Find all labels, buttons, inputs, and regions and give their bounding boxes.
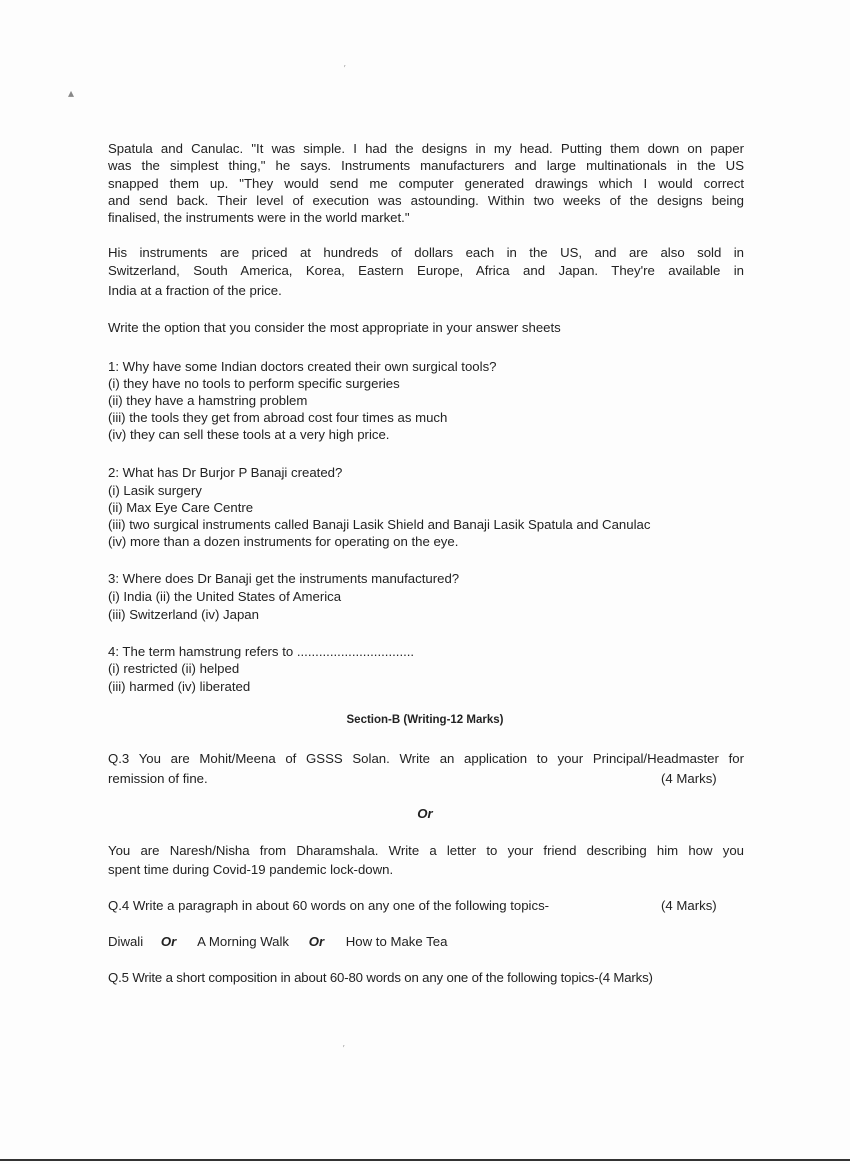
text-line: finalised, the instruments were in the world market." <box>108 210 410 225</box>
text-line: was the simplest thing," he says. Instruments manufacturers and large multinationals in the US <box>108 158 744 173</box>
text-line: Q.3 You are Mohit/Meena of GSSS Solan. Write an application to your Principal/Headmaster for <box>108 751 744 766</box>
text-line: You are Naresh/Nisha from Dharamshala. Write a letter to your friend describing him how you <box>108 843 744 858</box>
text-line: remission of fine. <box>108 771 208 786</box>
scan-speck: ′ <box>343 1044 345 1053</box>
or-separator: Or <box>417 806 433 821</box>
option: (i) India (ii) the United States of America <box>108 589 342 604</box>
text-line: India at a fraction of the price. <box>108 283 282 298</box>
question: 4: The term hamstrung refers to ................................ <box>108 644 415 659</box>
text-line: spent time during Covid-19 pandemic lock-down. <box>108 862 394 877</box>
marks-label: (4 Marks) <box>661 771 717 786</box>
topic: A Morning Walk <box>197 934 290 949</box>
option: (iii) Switzerland (iv) Japan <box>108 607 259 622</box>
question: 2: What has Dr Burjor P Banaji created? <box>108 465 343 480</box>
topic: Diwali <box>108 934 144 949</box>
question: 1: Why have some Indian doctors created their own surgical tools? <box>108 359 497 374</box>
scan-speck: ′ <box>344 64 346 73</box>
option: (iii) the tools they get from abroad cost four times as much <box>108 410 448 425</box>
question-text: Q.4 Write a paragraph in about 60 words on any one of the following topics- <box>108 898 550 913</box>
topic-list <box>108 933 447 950</box>
question: 3: Where does Dr Banaji get the instruments manufactured? <box>108 571 460 586</box>
topic: How to Make Tea <box>345 934 448 949</box>
option: (iii) harmed (iv) liberated <box>108 679 251 694</box>
option: (ii) Max Eye Care Centre <box>108 500 254 515</box>
or-separator: Or <box>308 934 325 949</box>
text-line: His instruments are priced at hundreds of dollars each in the US, and are also sold in <box>108 245 744 260</box>
text-line: and send back. Their level of execution was astounding. Within two weeks of the designs being <box>108 193 744 208</box>
text-line: Switzerland, South America, Korea, Eastern Europe, Africa and Japan. They're available in <box>108 263 744 278</box>
text-line: Spatula and Canulac. "It was simple. I had the designs in my head. Putting them down on paper <box>108 141 744 156</box>
or-separator: Or <box>160 934 177 949</box>
scan-edge-line <box>0 1159 850 1161</box>
text-line: snapped them up. "They would send me computer generated drawings which I would correct <box>108 176 744 191</box>
instruction: Write the option that you consider the most appropriate in your answer sheets <box>108 320 561 335</box>
option: (ii) they have a hamstring problem <box>108 393 308 408</box>
marks-label: (4 Marks) <box>661 898 717 913</box>
section-heading: Section-B (Writing-12 Marks) <box>346 714 504 726</box>
option: (i) restricted (ii) helped <box>108 661 240 676</box>
question-5: Q.5 Write a short composition in about 60-80 words on any one of the following topics-(4 Marks) <box>108 970 653 985</box>
option: (iv) more than a dozen instruments for operating on the eye. <box>108 534 459 549</box>
scan-speck: ▴ <box>68 86 75 100</box>
option: (i) Lasik surgery <box>108 483 202 498</box>
option: (iv) they can sell these tools at a very high price. <box>108 427 390 442</box>
option: (i) they have no tools to perform specific surgeries <box>108 376 400 391</box>
option: (iii) two surgical instruments called Banaji Lasik Shield and Banaji Lasik Spatula and Canulac <box>108 517 651 532</box>
